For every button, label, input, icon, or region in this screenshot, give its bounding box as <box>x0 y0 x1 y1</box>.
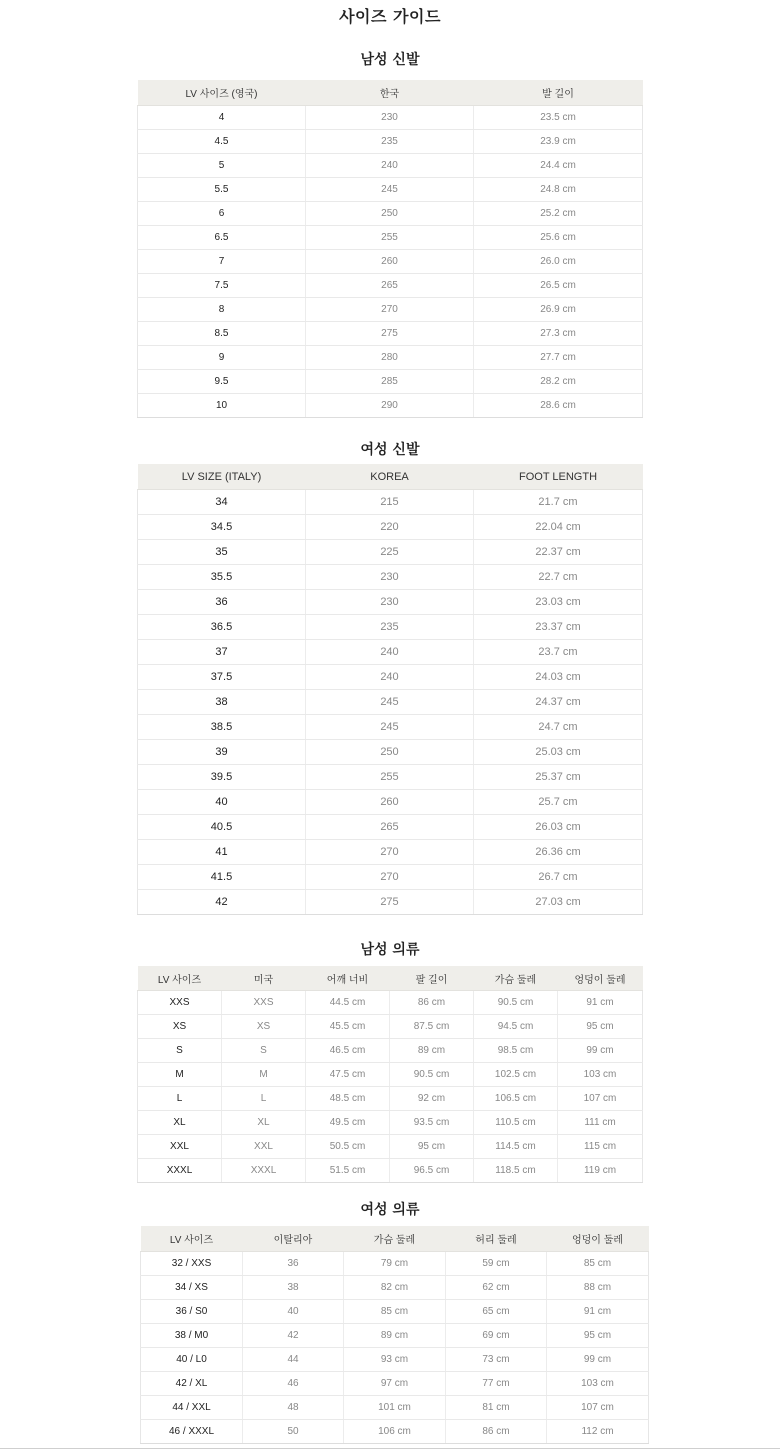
table-cell: S <box>222 1039 306 1063</box>
column-header: 팔 길이 <box>390 966 474 991</box>
table-cell: 7 <box>138 250 306 274</box>
table-cell: 285 <box>306 370 474 394</box>
table-cell: 230 <box>306 590 474 615</box>
table-cell: 91 cm <box>547 1300 649 1324</box>
table-cell: L <box>138 1087 222 1111</box>
table-cell: 42 / XL <box>141 1372 243 1396</box>
table-cell: 240 <box>306 640 474 665</box>
table-cell: 250 <box>306 202 474 226</box>
table-cell: 69 cm <box>446 1324 547 1348</box>
table-cell: 119 cm <box>558 1159 643 1183</box>
table-row <box>138 178 643 202</box>
mens-shoes-table <box>137 80 643 418</box>
table-cell: 89 cm <box>344 1324 446 1348</box>
table-row <box>138 715 643 740</box>
table-row <box>138 590 643 615</box>
table-cell: 24.37 cm <box>474 690 643 715</box>
table-row <box>141 1324 649 1348</box>
table-header-row <box>141 1226 649 1252</box>
table-cell: 59 cm <box>446 1252 547 1276</box>
column-header: 어깨 너비 <box>306 966 390 991</box>
table-cell: 77 cm <box>446 1372 547 1396</box>
table-cell: 25.6 cm <box>474 226 643 250</box>
column-header: 엉덩이 둘레 <box>547 1226 649 1252</box>
table-cell: 86 cm <box>390 991 474 1015</box>
table-cell: 230 <box>306 106 474 130</box>
table-cell: 34.5 <box>138 515 306 540</box>
table-row <box>138 346 643 370</box>
table-cell: 85 cm <box>547 1252 649 1276</box>
table-cell: 111 cm <box>558 1111 643 1135</box>
table-cell: 38 <box>138 690 306 715</box>
table-cell: 5 <box>138 154 306 178</box>
womens-clothing-table <box>140 1226 649 1444</box>
table-cell: 36 / S0 <box>141 1300 243 1324</box>
table-cell: 25.2 cm <box>474 202 643 226</box>
table-row <box>138 790 643 815</box>
table-cell: 255 <box>306 765 474 790</box>
table-row <box>138 1159 643 1183</box>
table-cell: 106 cm <box>344 1420 446 1444</box>
table-cell: XS <box>138 1015 222 1039</box>
page-title: 사이즈 가이드 <box>339 7 441 26</box>
column-header: 발 길이 <box>474 80 643 106</box>
table-cell: 265 <box>306 274 474 298</box>
table-cell: 240 <box>306 665 474 690</box>
table-row <box>138 394 643 418</box>
table-cell: 40 / L0 <box>141 1348 243 1372</box>
table-row <box>138 154 643 178</box>
table-row <box>138 250 643 274</box>
table-cell: 240 <box>306 154 474 178</box>
column-header: 가슴 둘레 <box>474 966 558 991</box>
table-cell: 270 <box>306 865 474 890</box>
column-header: 엉덩이 둘레 <box>558 966 643 991</box>
table-cell: XXXL <box>222 1159 306 1183</box>
table-row <box>138 815 643 840</box>
table-row <box>138 615 643 640</box>
section-title-womens-clothing: 여성 의류 <box>360 1202 420 1218</box>
table-cell: XXL <box>138 1135 222 1159</box>
table-row <box>138 565 643 590</box>
table-row <box>138 1039 643 1063</box>
section-title-mens-clothing: 남성 의류 <box>360 942 420 958</box>
table-cell: 86 cm <box>446 1420 547 1444</box>
table-cell: 5.5 <box>138 178 306 202</box>
table-row <box>138 322 643 346</box>
table-cell: XL <box>222 1111 306 1135</box>
table-cell: 97 cm <box>344 1372 446 1396</box>
table-cell: 118.5 cm <box>474 1159 558 1183</box>
table-cell: 245 <box>306 715 474 740</box>
column-header: LV 사이즈 <box>141 1226 243 1252</box>
table-cell: 112 cm <box>547 1420 649 1444</box>
table-cell: 36 <box>138 590 306 615</box>
table-row <box>138 1063 643 1087</box>
table-cell: 45.5 cm <box>306 1015 390 1039</box>
table-cell: 6 <box>138 202 306 226</box>
table-cell: 103 cm <box>558 1063 643 1087</box>
column-header: KOREA <box>306 464 474 490</box>
table-cell: 255 <box>306 226 474 250</box>
table-row <box>138 490 643 515</box>
table-row <box>138 1135 643 1159</box>
table-cell: 23.03 cm <box>474 590 643 615</box>
table-row <box>138 226 643 250</box>
table-row <box>141 1348 649 1372</box>
table-cell: XXS <box>138 991 222 1015</box>
table-cell: 92 cm <box>390 1087 474 1111</box>
table-cell: 46 <box>243 1372 344 1396</box>
table-cell: 93.5 cm <box>390 1111 474 1135</box>
table-cell: 8 <box>138 298 306 322</box>
table-cell: 34 / XS <box>141 1276 243 1300</box>
table-cell: 23.9 cm <box>474 130 643 154</box>
table-cell: 51.5 cm <box>306 1159 390 1183</box>
table-cell: 96.5 cm <box>390 1159 474 1183</box>
table-header-row <box>138 966 643 991</box>
table-cell: 65 cm <box>446 1300 547 1324</box>
womens-shoes-table <box>137 464 643 915</box>
table-cell: 23.37 cm <box>474 615 643 640</box>
table-cell: 245 <box>306 178 474 202</box>
table-cell: 36.5 <box>138 615 306 640</box>
table-row <box>138 540 643 565</box>
table-cell: 41 <box>138 840 306 865</box>
bottom-divider <box>0 1448 780 1449</box>
table-cell: 95 cm <box>558 1015 643 1039</box>
table-cell: 107 cm <box>558 1087 643 1111</box>
table-row <box>138 640 643 665</box>
table-cell: 23.5 cm <box>474 106 643 130</box>
table-cell: 235 <box>306 615 474 640</box>
table-cell: 9.5 <box>138 370 306 394</box>
table-cell: 91 cm <box>558 991 643 1015</box>
column-header: 허리 둘레 <box>446 1226 547 1252</box>
table-cell: 275 <box>306 322 474 346</box>
table-cell: 44.5 cm <box>306 991 390 1015</box>
table-row <box>141 1396 649 1420</box>
table-cell: M <box>138 1063 222 1087</box>
table-cell: 24.03 cm <box>474 665 643 690</box>
table-cell: 26.0 cm <box>474 250 643 274</box>
table-cell: 28.2 cm <box>474 370 643 394</box>
table-cell: 4 <box>138 106 306 130</box>
table-cell: 110.5 cm <box>474 1111 558 1135</box>
table-cell: 40 <box>243 1300 344 1324</box>
table-row <box>138 1015 643 1039</box>
table-cell: 4.5 <box>138 130 306 154</box>
table-cell: 39 <box>138 740 306 765</box>
table-cell: 115 cm <box>558 1135 643 1159</box>
table-cell: 280 <box>306 346 474 370</box>
table-cell: 6.5 <box>138 226 306 250</box>
table-cell: 82 cm <box>344 1276 446 1300</box>
table-cell: 26.5 cm <box>474 274 643 298</box>
column-header: 한국 <box>306 80 474 106</box>
table-row <box>141 1420 649 1444</box>
table-cell: 38 <box>243 1276 344 1300</box>
table-cell: 107 cm <box>547 1396 649 1420</box>
table-cell: 34 <box>138 490 306 515</box>
table-cell: L <box>222 1087 306 1111</box>
table-cell: 81 cm <box>446 1396 547 1420</box>
table-cell: 99 cm <box>547 1348 649 1372</box>
column-header: LV 사이즈 <box>138 966 222 991</box>
table-cell: 47.5 cm <box>306 1063 390 1087</box>
table-cell: 32 / XXS <box>141 1252 243 1276</box>
table-cell: 95 cm <box>390 1135 474 1159</box>
table-row <box>138 865 643 890</box>
table-cell: 270 <box>306 840 474 865</box>
table-cell: M <box>222 1063 306 1087</box>
table-cell: 235 <box>306 130 474 154</box>
table-cell: 27.7 cm <box>474 346 643 370</box>
table-cell: 28.6 cm <box>474 394 643 418</box>
table-row <box>138 665 643 690</box>
table-cell: XXXL <box>138 1159 222 1183</box>
table-cell: 48 <box>243 1396 344 1420</box>
table-cell: 102.5 cm <box>474 1063 558 1087</box>
table-cell: 290 <box>306 394 474 418</box>
table-cell: 22.7 cm <box>474 565 643 590</box>
table-cell: XXS <box>222 991 306 1015</box>
table-cell: 27.3 cm <box>474 322 643 346</box>
table-cell: 25.37 cm <box>474 765 643 790</box>
table-cell: 106.5 cm <box>474 1087 558 1111</box>
table-row <box>141 1300 649 1324</box>
table-cell: 35.5 <box>138 565 306 590</box>
column-header: 이탈리아 <box>243 1226 344 1252</box>
table-cell: 265 <box>306 815 474 840</box>
table-row <box>138 890 643 915</box>
table-cell: 40 <box>138 790 306 815</box>
table-cell: 225 <box>306 540 474 565</box>
table-cell: 88 cm <box>547 1276 649 1300</box>
table-cell: XXL <box>222 1135 306 1159</box>
table-cell: 98.5 cm <box>474 1039 558 1063</box>
table-cell: 24.8 cm <box>474 178 643 202</box>
table-cell: 230 <box>306 565 474 590</box>
table-row <box>141 1252 649 1276</box>
table-cell: 62 cm <box>446 1276 547 1300</box>
table-row <box>138 202 643 226</box>
table-cell: 103 cm <box>547 1372 649 1396</box>
table-cell: 50.5 cm <box>306 1135 390 1159</box>
table-cell: 9 <box>138 346 306 370</box>
table-header-row <box>138 464 643 490</box>
table-cell: 275 <box>306 890 474 915</box>
table-cell: 26.36 cm <box>474 840 643 865</box>
table-cell: 7.5 <box>138 274 306 298</box>
table-cell: 21.7 cm <box>474 490 643 515</box>
table-cell: 260 <box>306 250 474 274</box>
table-cell: 73 cm <box>446 1348 547 1372</box>
table-cell: 42 <box>243 1324 344 1348</box>
table-row <box>138 765 643 790</box>
table-cell: 94.5 cm <box>474 1015 558 1039</box>
table-cell: 220 <box>306 515 474 540</box>
table-cell: 215 <box>306 490 474 515</box>
table-cell: 101 cm <box>344 1396 446 1420</box>
table-cell: 46 / XXXL <box>141 1420 243 1444</box>
table-row <box>138 515 643 540</box>
table-cell: 245 <box>306 690 474 715</box>
table-cell: XS <box>222 1015 306 1039</box>
table-cell: 90.5 cm <box>390 1063 474 1087</box>
table-cell: 87.5 cm <box>390 1015 474 1039</box>
table-cell: 35 <box>138 540 306 565</box>
table-row <box>138 298 643 322</box>
table-row <box>138 690 643 715</box>
table-cell: 50 <box>243 1420 344 1444</box>
table-cell: 93 cm <box>344 1348 446 1372</box>
table-cell: 40.5 <box>138 815 306 840</box>
column-header: FOOT LENGTH <box>474 464 643 490</box>
column-header: LV SIZE (ITALY) <box>138 464 306 490</box>
table-cell: 38.5 <box>138 715 306 740</box>
table-cell: 36 <box>243 1252 344 1276</box>
table-cell: 25.03 cm <box>474 740 643 765</box>
table-cell: 22.04 cm <box>474 515 643 540</box>
table-row <box>138 130 643 154</box>
table-cell: XL <box>138 1111 222 1135</box>
table-cell: 26.03 cm <box>474 815 643 840</box>
table-cell: 85 cm <box>344 1300 446 1324</box>
table-cell: 42 <box>138 890 306 915</box>
table-cell: 39.5 <box>138 765 306 790</box>
table-row <box>138 106 643 130</box>
table-cell: 37 <box>138 640 306 665</box>
table-cell: 24.4 cm <box>474 154 643 178</box>
table-row <box>138 991 643 1015</box>
table-cell: 44 / XXL <box>141 1396 243 1420</box>
table-row <box>141 1372 649 1396</box>
mens-clothing-table <box>137 966 643 1183</box>
table-cell: 26.7 cm <box>474 865 643 890</box>
table-cell: S <box>138 1039 222 1063</box>
table-row <box>138 370 643 394</box>
table-row <box>138 274 643 298</box>
table-cell: 270 <box>306 298 474 322</box>
table-cell: 95 cm <box>547 1324 649 1348</box>
table-cell: 25.7 cm <box>474 790 643 815</box>
column-header: 미국 <box>222 966 306 991</box>
table-row <box>138 1087 643 1111</box>
table-cell: 250 <box>306 740 474 765</box>
table-cell: 46.5 cm <box>306 1039 390 1063</box>
table-cell: 48.5 cm <box>306 1087 390 1111</box>
table-cell: 23.7 cm <box>474 640 643 665</box>
section-title-mens-shoes: 남성 신발 <box>360 52 420 68</box>
table-cell: 37.5 <box>138 665 306 690</box>
table-cell: 10 <box>138 394 306 418</box>
table-cell: 114.5 cm <box>474 1135 558 1159</box>
table-cell: 90.5 cm <box>474 991 558 1015</box>
table-cell: 49.5 cm <box>306 1111 390 1135</box>
table-cell: 89 cm <box>390 1039 474 1063</box>
table-row <box>138 1111 643 1135</box>
table-cell: 24.7 cm <box>474 715 643 740</box>
section-title-womens-shoes: 여성 신발 <box>360 442 420 458</box>
table-cell: 26.9 cm <box>474 298 643 322</box>
table-cell: 38 / M0 <box>141 1324 243 1348</box>
table-cell: 8.5 <box>138 322 306 346</box>
table-cell: 44 <box>243 1348 344 1372</box>
table-cell: 27.03 cm <box>474 890 643 915</box>
column-header: LV 사이즈 (영국) <box>138 80 306 106</box>
table-header-row <box>138 80 643 106</box>
table-row <box>141 1276 649 1300</box>
table-row <box>138 840 643 865</box>
table-cell: 41.5 <box>138 865 306 890</box>
table-cell: 79 cm <box>344 1252 446 1276</box>
column-header: 가슴 둘레 <box>344 1226 446 1252</box>
table-row <box>138 740 643 765</box>
table-cell: 260 <box>306 790 474 815</box>
table-cell: 99 cm <box>558 1039 643 1063</box>
table-cell: 22.37 cm <box>474 540 643 565</box>
